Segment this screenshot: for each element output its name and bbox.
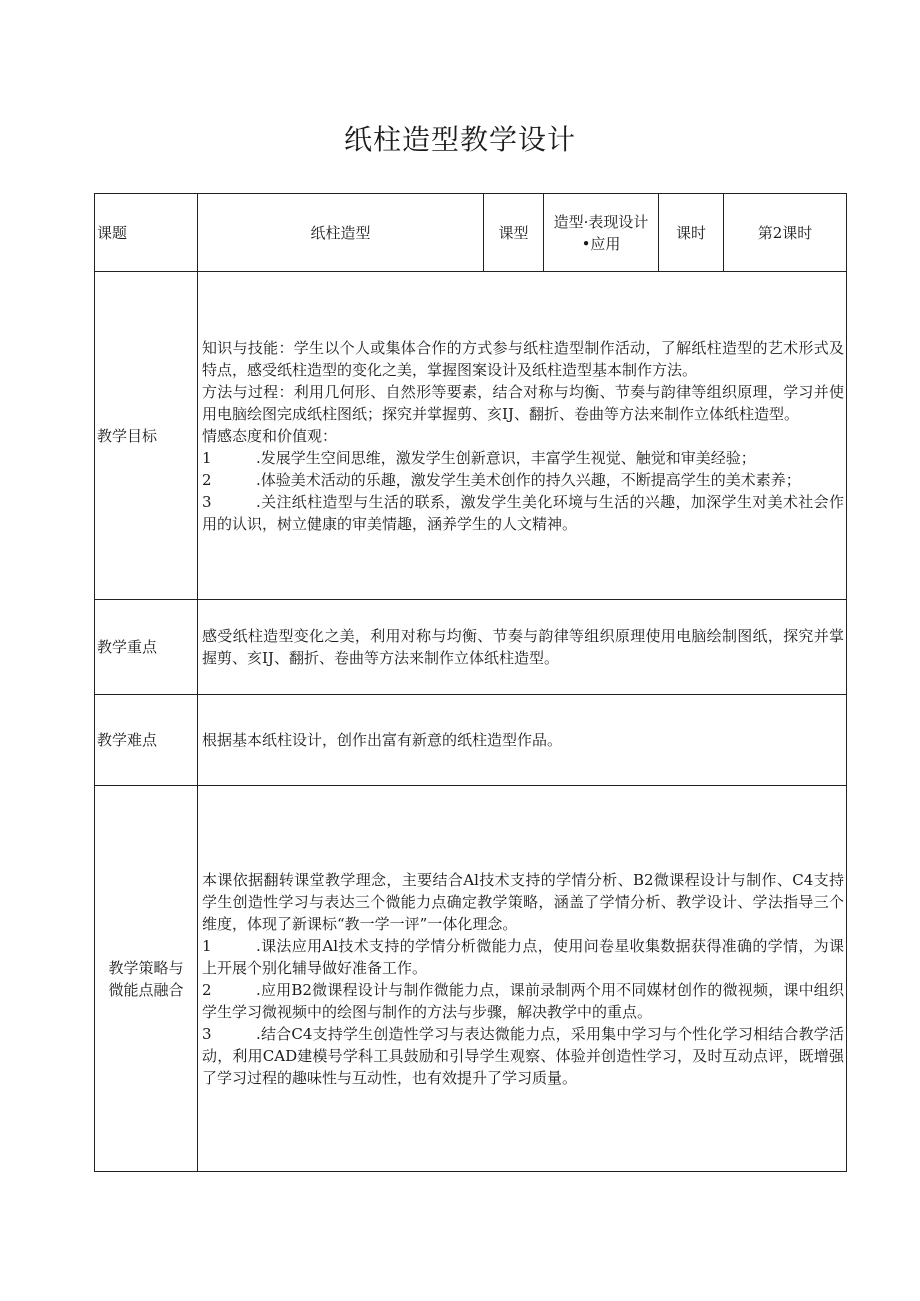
item-text: .课法应用Al技术支持的学情分析微能力点，使用问卷星收集数据获得准确的学情，为课上开展个别化辅导做好准备工作。	[202, 936, 844, 977]
strategy-label-line2: 微能点融合	[108, 980, 184, 999]
objective-item	[202, 447, 844, 469]
key-points-label: 教学重点	[95, 600, 198, 695]
strategy-label	[95, 786, 198, 1172]
objectives-label: 教学目标	[95, 272, 198, 600]
item-text: .发展学生空间思维，激发学生创新意识，丰富学生视觉、触觉和审美经验；	[256, 448, 756, 467]
type-value: 造型·表现设计•应用	[544, 194, 659, 272]
strategy-item	[202, 1023, 844, 1089]
strategy-content	[198, 786, 847, 1172]
strategy-intro: 本课依据翻转课堂教学理念，主要结合Al技术支持的学情分析、B2微课程设计与制作、C4支持学生创造性学习与表达三个微能力点确定教学策略，涵盖了学情分析、教学设计、学法指导三个维度，体现了新课标“教一学一评”一体化理念。	[202, 870, 844, 933]
strategy-label-line1: 教学策略与	[108, 958, 184, 977]
item-number: 1	[202, 448, 212, 467]
objective-emotion-heading: 情感态度和价值观：	[202, 426, 338, 445]
objectives-row	[95, 272, 847, 600]
type-label: 课型	[484, 194, 544, 272]
item-number: 1	[202, 936, 212, 955]
strategy-item	[202, 935, 844, 979]
key-points-text: 感受纸柱造型变化之美，利用对称与均衡、节奏与韵律等组织原理使用电脑绘制图纸，探究并掌握剪、亥IJ、翻折、卷曲等方法来制作立体纸柱造型。	[198, 600, 847, 695]
lesson-plan-table	[94, 193, 847, 1172]
difficulties-row	[95, 695, 847, 786]
document-title: 纸柱造型教学设计	[343, 123, 576, 156]
item-number: 3	[202, 492, 212, 511]
item-number: 3	[202, 1024, 212, 1043]
subject-value: 纸柱造型	[198, 194, 484, 272]
header-row	[95, 194, 847, 272]
difficulties-text: 根据基本纸柱设计，创作出富有新意的纸柱造型作品。	[198, 695, 847, 786]
key-points-row	[95, 600, 847, 695]
objective-item	[202, 491, 844, 535]
objective-knowledge: 知识与技能：学生以个人或集体合作的方式参与纸柱造型制作活动，了解纸柱造型的艺术形式及特点，感受纸柱造型的变化之美，掌握图案设计及纸柱造型基本制作方法。	[202, 338, 844, 379]
item-text: .关注纸柱造型与生活的联系，激发学生美化环境与生活的兴趣，加深学生对美术社会作用的认识，树立健康的审美情趣，涵养学生的人文精神。	[202, 492, 844, 533]
hours-label: 课时	[659, 194, 724, 272]
item-text: .结合C4支持学生创造性学习与表达微能力点，采用集中学习与个性化学习相结合教学活动，利用CAD建模号学科工具鼓励和引导学生观察、体验并创造性学习，及时互动点评，既增强了学习过程的趣味性与互动性，也有效提升了学习质量。	[202, 1024, 844, 1087]
objectives-content	[198, 272, 847, 600]
strategy-row	[95, 786, 847, 1172]
item-text: .应用B2微课程设计与制作微能力点，课前录制两个用不同媒材创作的微视频，课中组织学生学习微视频中的绘图与制作的方法与步骤，解决教学中的重点。	[202, 980, 844, 1021]
objective-item	[202, 469, 844, 491]
item-text: .体验美术活动的乐趣，激发学生美术创作的持久兴趣，不断提高学生的美术素养；	[256, 470, 801, 489]
difficulties-label: 教学难点	[95, 695, 198, 786]
subject-label: 课题	[95, 194, 198, 272]
item-number: 2	[202, 470, 212, 489]
objective-process: 方法与过程：利用几何形、自然形等要素，结合对称与均衡、节奏与韵律等组织原理，学习并使用电脑绘图完成纸柱图纸；探究并掌握剪、亥IJ、翻折、卷曲等方法来制作立体纸柱造型。	[202, 382, 844, 423]
item-number: 2	[202, 980, 212, 999]
strategy-item	[202, 979, 844, 1023]
hours-value: 第2课时	[724, 194, 847, 272]
